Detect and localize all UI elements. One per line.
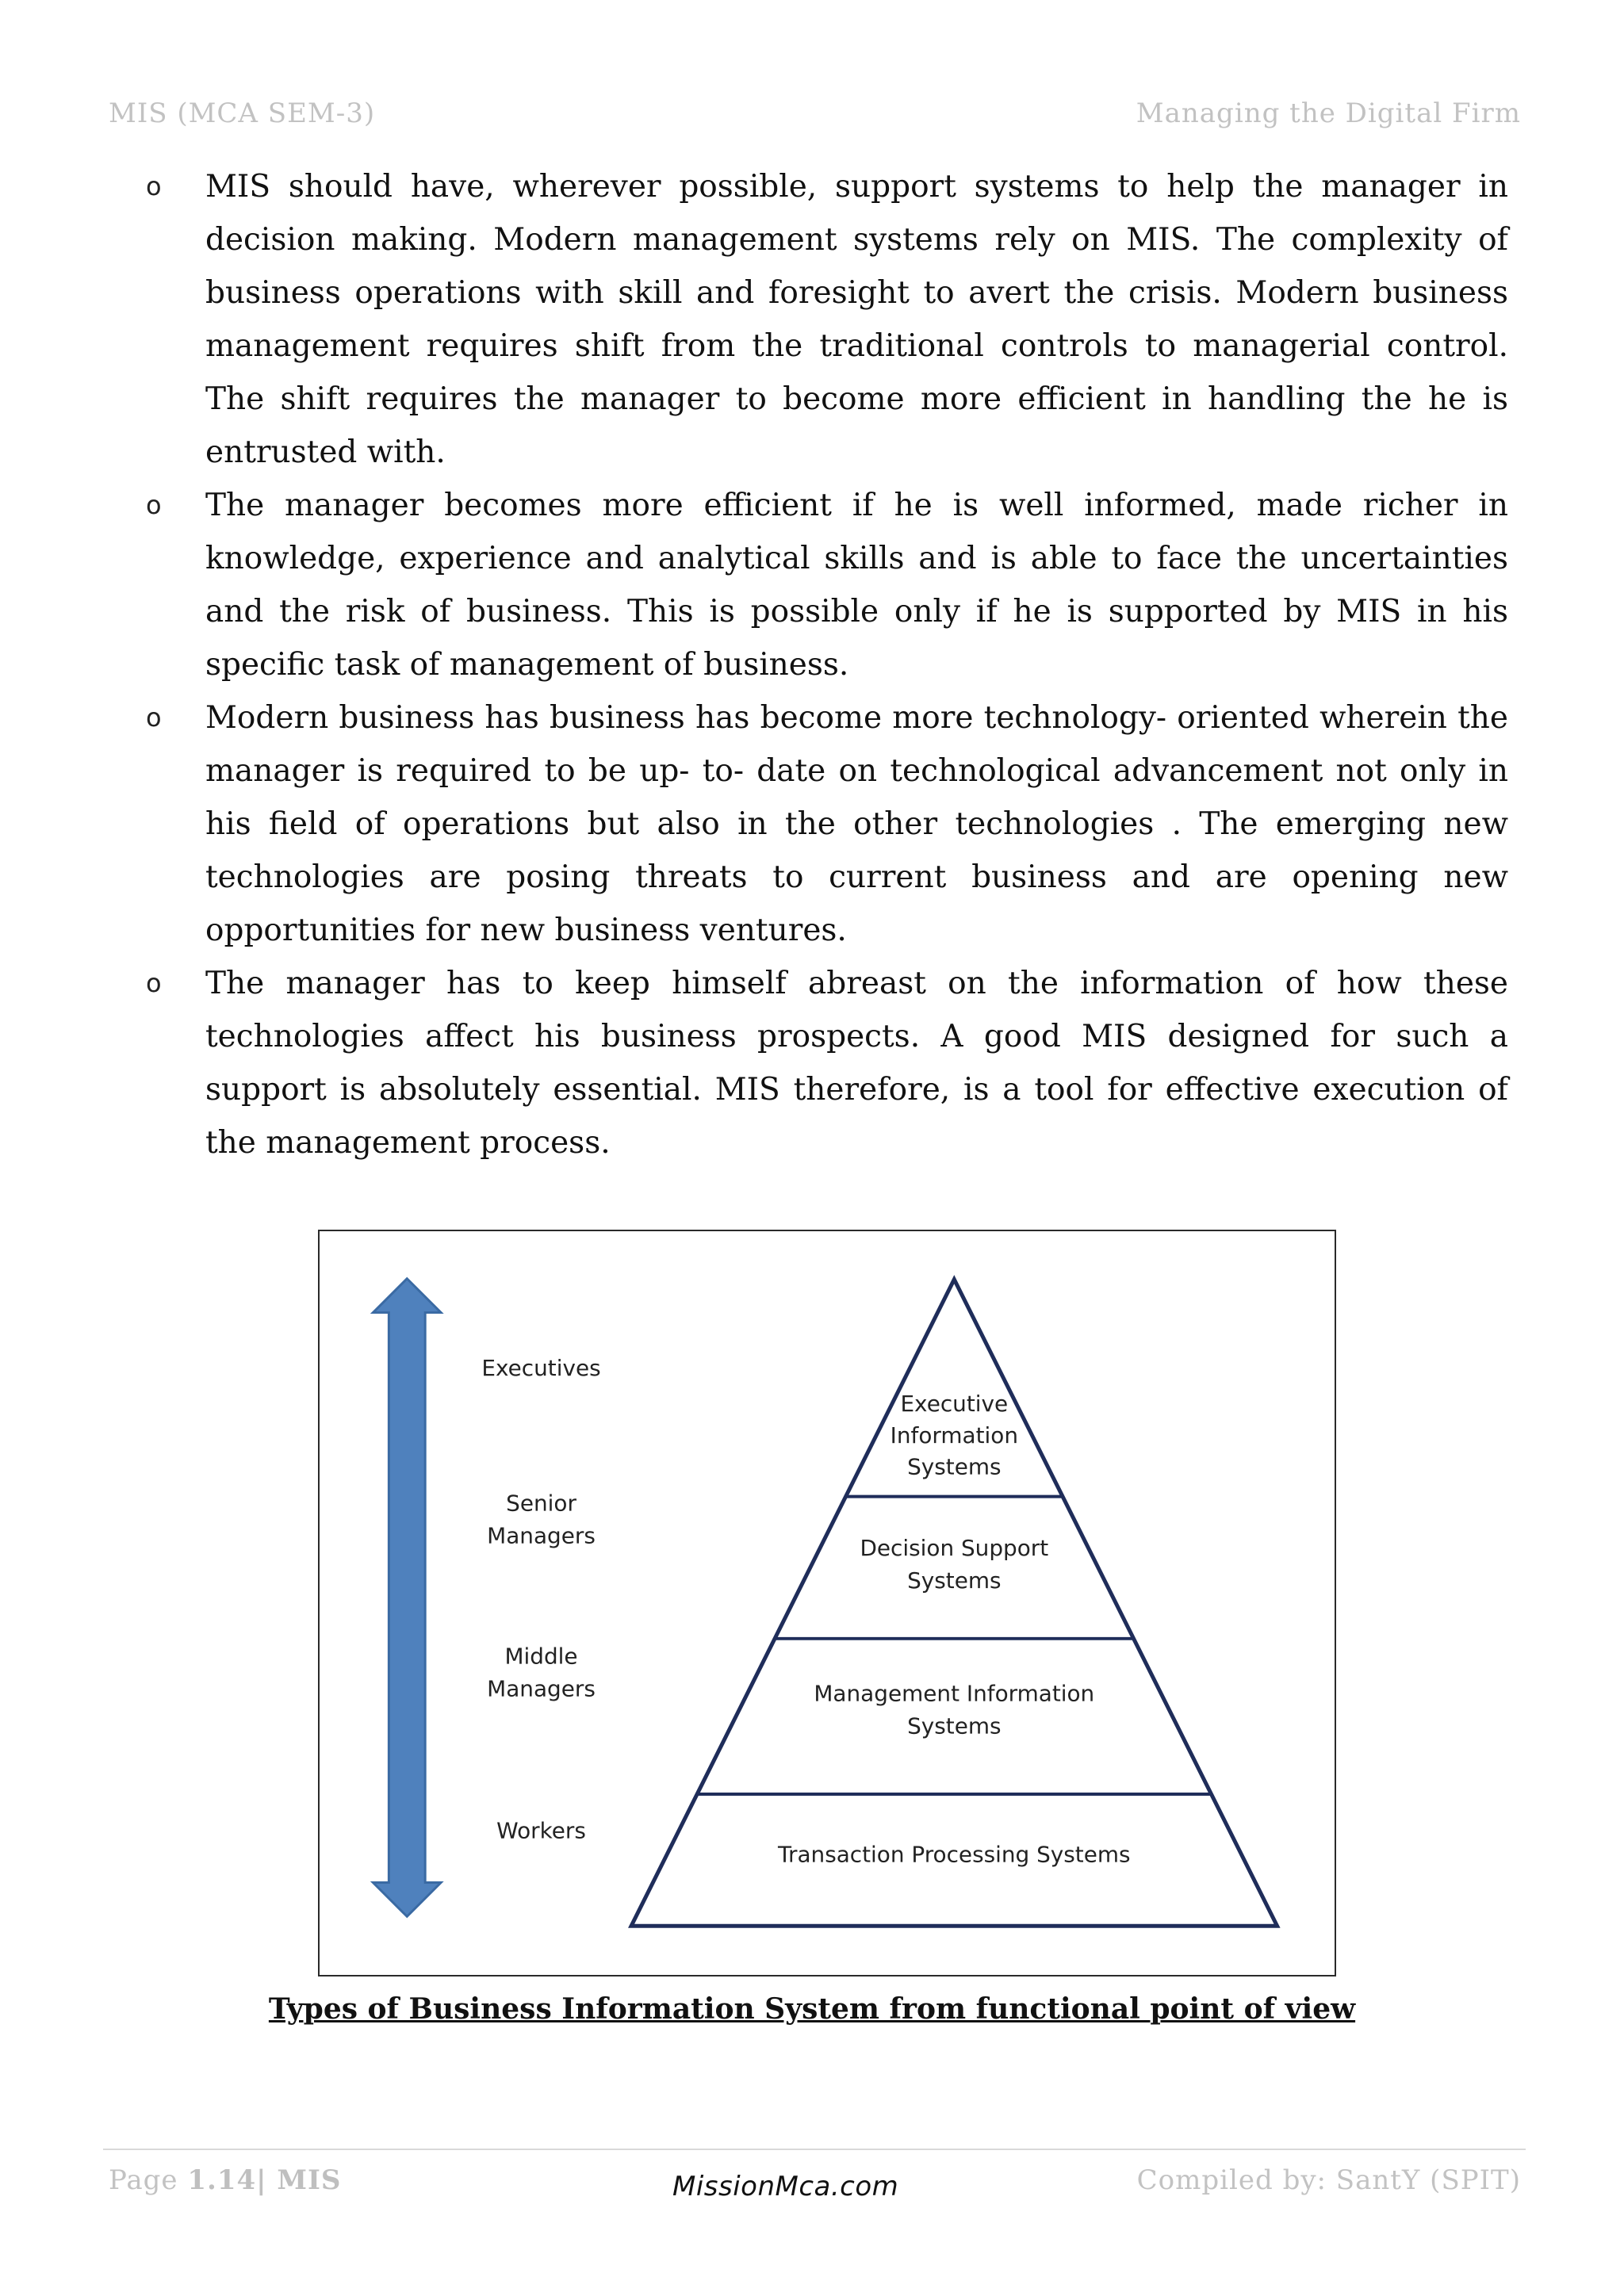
page-suffix: | MIS <box>256 2164 342 2196</box>
header-course: MIS (MCA SEM-3) <box>109 98 376 129</box>
site-logo: MissionMca.com <box>672 2171 899 2202</box>
page-prefix: Page <box>109 2164 188 2196</box>
tier-eis-2: Information <box>890 1422 1018 1448</box>
tier-mis-1: Management Information <box>814 1680 1095 1707</box>
pyramid-figure <box>318 1230 1336 1976</box>
level-label-executives: Executives <box>481 1355 601 1382</box>
paragraph-text: The manager has to keep himself abreast on the information of how these technologies affect his business prospects. A good MIS designed for such a support is absolutely essential. MIS therefore, is a tool for effective execution of the management process. <box>205 966 1508 1161</box>
page-number-value: 1.14 <box>187 2164 257 2196</box>
figure-caption: Types of Business Information System from functional point of view <box>268 1992 1356 2026</box>
level-label-workers: Workers <box>496 1817 586 1844</box>
bullet-marker: o <box>146 702 162 733</box>
pyramid-outline <box>631 1280 1277 1927</box>
paragraph-text: The manager becomes more efficient if he is well informed, made richer in knowledge, experience and analytical skills and is able to face the uncertainties and the risk of business. This is possible only if he is supported by MIS in his specific task of management of business. <box>205 488 1508 683</box>
list-item <box>143 160 1508 479</box>
tier-eis-1: Executive <box>900 1391 1009 1418</box>
list-item <box>143 479 1508 691</box>
tier-mis-2: Systems <box>907 1712 1002 1739</box>
header-chapter: Managing the Digital Firm <box>1136 98 1521 129</box>
list-item <box>143 691 1508 957</box>
footer-divider <box>103 2149 1526 2150</box>
paragraph-text: Modern business has business has become more technology- oriented wherein the manager is required to be up- to- date on technological advancement not only in his field of operations but also in the other technologies . The emerging new technologies are posing threats to current business and are opening new opportunities for new business ventures. <box>205 700 1508 948</box>
double-arrow-icon <box>373 1279 441 1917</box>
level-label-senior-2: Managers <box>487 1522 596 1549</box>
bullet-marker: o <box>146 968 162 998</box>
bullet-marker: o <box>146 171 162 201</box>
pyramid-diagram <box>320 1231 1335 1975</box>
tier-dss-1: Decision Support <box>860 1535 1049 1562</box>
bullet-list <box>143 160 1508 1169</box>
paragraph-text: MIS should have, wherever possible, support systems to help the manager in decision making. Modern management systems rely on MIS. The complexity of business operations with skill and foresight to avert the crisis. Modern business management requires shift from the traditional controls to managerial control. The shift requires the manager to become more efficient in handling the he is entrusted with. <box>205 169 1508 470</box>
tier-tps-1: Transaction Processing Systems <box>778 1841 1131 1868</box>
bullet-marker: o <box>146 490 162 520</box>
tier-dss-2: Systems <box>907 1567 1002 1594</box>
tier-eis-3: Systems <box>907 1453 1002 1480</box>
footer-credit: Compiled by: SantY (SPIT) <box>1136 2164 1521 2196</box>
page-header <box>109 94 1521 133</box>
level-label-middle-2: Managers <box>487 1675 596 1702</box>
page-number <box>109 2164 341 2196</box>
level-label-senior-1: Senior <box>506 1490 576 1517</box>
list-item <box>143 957 1508 1169</box>
level-label-middle-1: Middle <box>504 1643 578 1670</box>
